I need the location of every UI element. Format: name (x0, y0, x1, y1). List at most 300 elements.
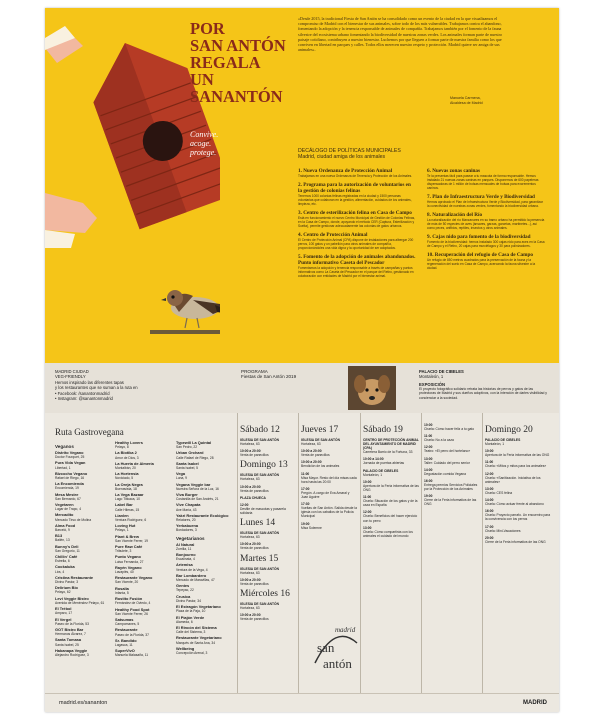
restaurant-address: San Vicente Ferrer, 19 (115, 538, 148, 543)
mayor-signature (450, 96, 530, 105)
event-heading: 10:00 (424, 423, 433, 427)
restaurant-name: Bizcocho Vegano (55, 470, 88, 476)
program-event (301, 522, 357, 530)
guide-item (55, 597, 113, 605)
dog-photo (348, 366, 396, 410)
restaurant-name: Levi Veggie Bistro (55, 595, 89, 601)
event-text: Venta de panecillos (301, 453, 330, 458)
guide-item (55, 493, 113, 501)
program-event (301, 472, 357, 484)
program-column-e (485, 423, 551, 547)
event-text: Venta de panecillos (240, 617, 269, 622)
headline-line: REGALA (190, 53, 261, 72)
guide-item (176, 553, 234, 561)
restaurant-address: Zorrilla, 11 (176, 546, 192, 551)
restaurant-address: Lavapiés, 40 (115, 570, 134, 575)
guide-item (115, 608, 173, 616)
program-event (240, 449, 296, 457)
restaurant-address: Escalinata, 4 (176, 557, 195, 562)
band-line: • Facebook: /sanantonmadrid (55, 390, 110, 396)
program-event (485, 487, 551, 495)
restaurant-address: Calle Rafael de Riego, 28 (176, 455, 214, 460)
restaurant-name: Santa Isabel (176, 460, 199, 466)
event-heading: 10:00 a 20:00 (240, 484, 261, 489)
event-text: Apertura de la Feria informativa de las ONG (363, 483, 419, 492)
event-heading: 10:00 a 20:00 (301, 449, 322, 454)
restaurant-address: Santa Isabel, 25 (55, 642, 79, 647)
restaurant-address: Divino Pastor, 3 (55, 580, 79, 585)
restaurant-name: La Vega Bazaar (115, 492, 144, 498)
program-event (363, 510, 419, 522)
headline-line: POR (190, 19, 225, 38)
guide-item (55, 534, 113, 542)
program-event (485, 525, 551, 533)
guide-item (115, 451, 173, 459)
event-heading: 12:00 (240, 502, 249, 507)
program-column-c (363, 423, 419, 541)
restaurant-address: Bordadores, 3 (176, 528, 197, 533)
restaurant-address: Alameda, 6 (176, 619, 193, 624)
program-event (485, 472, 551, 484)
restaurant-name: Restaurante (115, 627, 138, 633)
program-event (424, 479, 480, 491)
exhibition-place: PALACIO DE CIBELES (419, 369, 464, 374)
restaurant-name: Pura Vida Vegan (55, 460, 86, 466)
policy-text: Hemos aprobado el Plan de Infraestructura Verde y Biodiversidad, para garantizar la conectividad de nuestras zonas verdes, fomentando la biodiversidad urbana. (427, 200, 543, 208)
restaurant-address: Marqués de Santa Ana, 34 (176, 640, 216, 645)
program-event (301, 438, 357, 446)
restaurant-address: Alejandro Rodríguez, 3 (55, 652, 89, 657)
restaurant-address: Noviciado, 5 (115, 476, 134, 481)
event-text: Apertura de la Feria informativa de las ONG (485, 453, 550, 458)
restaurant-address: Amparo, 17 (55, 611, 73, 616)
column-divider (421, 413, 422, 693)
policy-title: 2. Programa para la autorización de voluntarios en la gestión de colonias felinas (298, 182, 411, 194)
event-text: Taller: Cuidado del perro senior (424, 460, 470, 465)
guide-item (115, 514, 173, 522)
program-event (424, 457, 480, 465)
restaurant-name: Vegetaren (55, 502, 74, 508)
guide-item (55, 576, 113, 584)
restaurant-address: Paseo de la Florida, 37 (115, 632, 149, 637)
restaurant-address: Relatores, 20 (176, 518, 196, 523)
event-text: Venta de panecillos (240, 581, 269, 586)
guide-item (55, 513, 113, 521)
program-event (240, 485, 296, 493)
program-event (485, 536, 551, 544)
program-column-d (424, 423, 480, 510)
program-event (301, 449, 357, 457)
restaurant-address: Encomienda, 19 (55, 486, 79, 491)
program-event (301, 487, 357, 499)
event-heading: IGLESIA DE SAN ANTÓN (240, 566, 279, 571)
program-event (485, 449, 551, 457)
event-heading: CENTRO DE PROTECCIÓN ANIMAL DEL AYUNTAMIENTO DE MADRID (CPA) (363, 438, 419, 451)
restaurant-name: La Encomienda (55, 481, 84, 487)
guide-column-a (55, 441, 113, 659)
program-event (363, 438, 419, 454)
signature-role: Alcaldesa de Madrid (450, 100, 483, 105)
event-text: Misa Mayor. Resto del día misas cada hora hasta las 20:00 (301, 475, 357, 484)
guide-item (115, 535, 173, 543)
restaurant-address: Costanilla de San Andrés, 21 (176, 497, 219, 502)
restaurant-address: Santa Isabel, 5 (176, 466, 198, 471)
restaurant-address: Calle del Sistema, 3 (176, 630, 206, 635)
guide-item (176, 574, 234, 582)
restaurant-address: Lugar de Trapo, 4 (55, 507, 82, 512)
event-text: Hortaleza, 63 (240, 605, 260, 610)
restaurant-address: Ave María, 43 (176, 507, 197, 512)
event-heading: 14:00 (485, 498, 494, 503)
event-heading: 19:00 (424, 494, 433, 499)
restaurant-address: Concepción Arenal, 3 (176, 650, 208, 655)
column-divider (482, 413, 483, 693)
guide-item (176, 605, 234, 613)
restaurant-address: Fernández de Oviedo, 4 (115, 601, 151, 606)
policy-title: 10. Recuperación del refugio de Casa de Campo (427, 252, 533, 258)
program-event (363, 526, 419, 538)
policy-text: Trabajamos en una nueva Ordenanza de Tenencia y Protección de los Animales. (298, 174, 413, 178)
guide-item (115, 555, 173, 563)
program-column-b (301, 423, 357, 533)
gastro-route-title: Ruta Gastroveganа (55, 427, 124, 437)
guide-item (55, 607, 113, 615)
restaurant-address: Mercado de Maravillas, 47 (176, 578, 215, 583)
restaurant-name: Healthy Lovers (115, 440, 143, 445)
event-heading: PLAZA CHUECA (240, 495, 266, 500)
program-subheading: Fiestas de San Antón 2019 (241, 374, 297, 380)
event-text: Charla: Cómo compartirás con los animales el cuidado del mundo (363, 529, 413, 538)
restaurant-name: Rayén Vegano (115, 564, 142, 570)
event-text: Charla: «Mitos y mitos para los animales» (485, 464, 547, 469)
program-day: Domingo 20 (485, 425, 533, 435)
guide-item (176, 483, 234, 491)
event-heading: 13:00 (363, 525, 372, 530)
restaurant-name: Restaurante Vegano (115, 575, 153, 581)
restaurant-address: Plaza de la Paja, 10 (176, 609, 206, 614)
slogan-line: acoge. (190, 139, 212, 148)
event-text: Montaleón, 1 (363, 472, 383, 477)
program-event (363, 457, 419, 465)
program-event (240, 531, 296, 539)
band-line: Hemos inspirado las diferentes tapas (55, 379, 124, 385)
policy-title: 9. Cajas nido para fomento de la biodiversidad (427, 234, 531, 240)
guide-item (115, 566, 173, 574)
guide-item (176, 493, 234, 501)
program-event (240, 438, 296, 446)
restaurant-address: Amor de Dios, 3 (115, 455, 139, 460)
program-day: Miércoles 16 (240, 588, 290, 599)
restaurant-address: Avenida de Menéndez Pelayo, 61 (55, 600, 105, 605)
restaurant-address: Lago Titicaca, 10 (115, 497, 140, 502)
vegfriendly-block (55, 369, 175, 401)
footer-url[interactable]: madrid.es/sananton (59, 700, 108, 706)
event-heading: 16:00 (485, 509, 494, 514)
event-text: Pregón. A cargo de Eva Amaral y Juan Aguirre (301, 490, 350, 500)
program-event (240, 542, 296, 550)
band-line: y los restaurantes que se suman a la ruta en (55, 385, 138, 391)
policy-text: La naturalización del río Manzanares en su tramo urbano ha permitido la presencia de más de 50 especies de aves (ánsares, garzas, garcetas, martinetes...), así como peces, anfibios, reptiles, insectos y otros animales. (427, 218, 545, 230)
guide-item (55, 503, 113, 511)
guide-item (55, 586, 113, 594)
event-text: Hortaleza, 63 (301, 442, 321, 447)
restaurant-name: Urban Orchard (176, 450, 204, 456)
restaurant-address: San Bernardo, 67 (55, 496, 81, 501)
dog-icon (348, 366, 396, 410)
restaurant-address: Tepeyac, 22 (176, 588, 194, 593)
restaurant-address: Buenavista, 18 (115, 486, 137, 491)
program-label (241, 369, 341, 380)
policies-right-column (427, 168, 545, 274)
logo-word: antón (323, 656, 352, 671)
program-event (485, 509, 551, 521)
restaurant-name: El Vergel (55, 616, 72, 622)
guide-category: Veganos (55, 444, 74, 449)
restaurant-name: Bonjourno (176, 552, 196, 558)
guide-item (176, 441, 234, 449)
restaurant-name: Al Natural (176, 541, 195, 547)
policy-title: 1. Nueva Ordenanza de Protección Animal (298, 168, 393, 174)
restaurant-name: La Oreja Negra (115, 481, 143, 487)
program-event (240, 613, 296, 621)
restaurant-address: Mercado Tirso de Molina (55, 517, 92, 522)
slogan (190, 130, 270, 157)
restaurant-name: Chillin' Café (55, 554, 78, 560)
slogan-line: protege. (190, 148, 217, 157)
program-event (363, 495, 419, 507)
event-heading: PALACIO DE CIBELES (485, 438, 521, 442)
restaurant-name: Punto Vegano (115, 554, 141, 560)
guide-column-c (176, 441, 234, 657)
guide-item (55, 649, 113, 657)
policy-text: Un refugio de 850 metros cuadrados para la preservación de la fauna y la regeneración del suelo en Casa de Campo, acercando la fauna silvestre a la ciudad. (427, 258, 536, 270)
restaurant-name: Label Bar (115, 502, 133, 508)
program-event (240, 578, 296, 586)
restaurant-name: Habanapa Veggie (55, 647, 88, 653)
restaurant-name: Alma Food (55, 522, 76, 528)
event-text: Charla: Cómo actuar frente al abandono (485, 502, 544, 507)
yellow-header-panel (45, 8, 559, 363)
column-divider (298, 413, 299, 693)
program-day: Jueves 17 (301, 425, 339, 435)
event-heading: 19:00 (301, 521, 310, 526)
restaurant-address: Pelayo, 1 (115, 528, 129, 533)
guide-item (55, 638, 113, 646)
decalogue-heading: DECÁLOGO DE POLÍTICAS MUNICIPALES (298, 148, 401, 154)
event-text: Teatro: «El perro del hortelano» (424, 449, 471, 454)
logo-word: san (317, 640, 335, 655)
restaurant-address: Luna, 9 (176, 476, 187, 481)
guide-item (176, 503, 234, 511)
guide-item (176, 563, 234, 571)
event-heading: 11:00 (485, 460, 494, 465)
program-event (363, 480, 419, 492)
event-heading: 10:00 a 20:00 (240, 542, 261, 547)
policy-text: Te la presentas fácil para pasear a tu mascota de forma responsable. Hemos instalado 21 nuevas zonas caninas en parques. Disponemos de 600 papeleras dispensadoras de 1 millón de bolsas mensuales de bolsas para excrementos caninos. (427, 174, 539, 190)
restaurant-name: La Huerta de Almería (115, 460, 154, 466)
event-heading: PALACIO DE CIBELES (363, 468, 399, 473)
band-line: • Instagram: @sanantonmadrid (55, 396, 113, 402)
event-heading: 20:00 (485, 535, 494, 540)
policy-text: Fomento de la biodiversidad: hemos instalado 300 cajas nido para aves en la Casa de Campo y el Retiro, 20 cajas para murciélagos y 30 para polinizadores. (427, 240, 545, 248)
event-text: Desfile de mascotas y pasarela solidaria (240, 506, 286, 516)
madrid-san-anton-logo (305, 618, 365, 678)
event-heading: 12:00 (424, 445, 433, 450)
restaurant-name: Rostito Fusión (115, 596, 143, 602)
policy-title: 5. Fomento de la adopción de animales abandonados. Punto informativo Caseta del Pescador (298, 254, 416, 266)
restaurant-name: El Trébol (55, 606, 72, 612)
column-divider (360, 413, 361, 693)
guide-item (55, 451, 113, 459)
restaurant-name: Vega (176, 471, 186, 477)
guide-item (55, 482, 113, 490)
event-text: Charla: CES felina (485, 490, 513, 495)
event-heading: 11:00 (424, 434, 433, 439)
guide-item (115, 628, 173, 636)
program-event (424, 445, 480, 453)
restaurant-address: San Vicente Ferrer, 26 (115, 611, 148, 616)
guide-item (115, 462, 173, 470)
event-heading: 10:00 a 20:00 (240, 613, 261, 618)
restaurant-address: Calle Hileras, 15 (115, 507, 140, 512)
restaurant-name: Gentes (176, 583, 190, 589)
program-event (240, 503, 296, 515)
program-event (424, 423, 480, 431)
restaurant-name: Cookaluka (55, 564, 75, 570)
restaurant-name: Vive Chapata (176, 502, 201, 508)
event-heading: 14:00 (424, 467, 433, 472)
guide-item (176, 584, 234, 592)
event-text: Cierre de la Feria informativa de las ONG (424, 498, 477, 507)
restaurant-name: La Hortensia (115, 471, 139, 477)
event-heading: 10:00 (363, 479, 372, 484)
restaurant-name: Rosalia (115, 585, 129, 591)
column-divider (237, 413, 238, 693)
event-heading: 13:00 (485, 486, 494, 491)
program-event (301, 502, 357, 518)
restaurant-name: Mercadito (55, 512, 74, 518)
guide-item (55, 472, 113, 480)
restaurant-address: Bailén, 13 (55, 538, 70, 543)
event-text: Hortaleza, 63 (240, 477, 260, 482)
restaurant-address: Ventura Rodríguez, 6 (115, 518, 147, 523)
program-event (240, 496, 296, 500)
guide-item (115, 503, 173, 511)
restaurant-name: Crusica (176, 593, 191, 599)
guide-item (176, 472, 234, 480)
policies-left-column (298, 168, 416, 282)
policy-text: Está en funcionamiento el nuevo Centro Municipal de Gestión de Colonias Felinas, en la Casa de Campo, donde, apoyando el método CER (Captura, Esterilización y Suelta), permite gestionar adecuadamente las colonias de gatos urbanos. (298, 216, 416, 228)
restaurant-name: Pure Raw Café (115, 544, 143, 550)
restaurant-address: Hermanos Álvarez, 7 (55, 632, 86, 637)
exhibition-block (419, 369, 549, 400)
event-text: Bendición de los animales (301, 464, 340, 469)
guide-item (115, 524, 173, 532)
guide-item (115, 597, 173, 605)
program-event (301, 460, 357, 468)
restaurant-name: Sr. Bandido (115, 637, 137, 643)
restaurant-address: Ventura de la Vega, 4 (176, 567, 208, 572)
restaurant-address: Pelayo, 8 (115, 445, 129, 450)
program-event (485, 438, 551, 446)
restaurant-address: San Pedro, 22 (176, 445, 198, 450)
guide-item (176, 595, 234, 603)
event-text: Charla: Situación de los gatos y de la caza en España (363, 499, 418, 508)
guide-category: Vegetarianos (176, 535, 205, 541)
restaurant-address: Infanta, 5 (115, 590, 129, 595)
policy-title: 7. Plan de Infraestructura Verde y Biodiversidad (427, 194, 535, 200)
decalogue-subheading: Madrid, ciudad amiga de los animales (298, 154, 386, 161)
guide-item (115, 483, 173, 491)
restaurant-name: El Rincón del Sistema (176, 624, 217, 630)
guide-item (176, 626, 234, 634)
policy-title: 8. Naturalización del Río (427, 212, 483, 218)
guide-item (115, 639, 173, 647)
guide-item (55, 524, 113, 532)
restaurant-name: La Biotika 2 (115, 450, 137, 456)
restaurant-address: Estrella, 6 (55, 559, 70, 564)
restaurant-name: Yakri Restaurante Ecológico (176, 512, 229, 518)
restaurant-address: Tribulete, 3 (115, 549, 132, 554)
exhibition-title: EXPOSICIÓN (419, 381, 446, 387)
restaurant-address: Doctor Fourquet, 25 (55, 455, 85, 460)
poster (45, 8, 559, 712)
restaurant-name: Cristina Restaurante (55, 574, 94, 580)
guide-item (55, 628, 113, 636)
event-text: Venta de panecillos (240, 488, 269, 493)
event-text: Venta de panecillos (240, 546, 269, 551)
program-day: Lunes 14 (240, 518, 276, 529)
guide-item (176, 462, 234, 470)
signature-name: Manuela Carmena, (450, 96, 481, 100)
policy-title: 3. Centro de esterilización felina en Casa de Campo (298, 210, 412, 216)
restaurant-address: Nuestra Señora de la Luz, 16 (176, 486, 219, 491)
restaurant-address: Rafael de Riego, 16 (55, 476, 85, 481)
slogan-line: Convive. (190, 130, 219, 139)
guide-item (115, 493, 173, 501)
event-heading: 11:00 (363, 495, 372, 500)
restaurant-name: Vegana Veggie bar (176, 481, 211, 487)
guide-item (176, 524, 234, 532)
guide-item (115, 441, 173, 449)
program-event (240, 602, 296, 610)
program-event (240, 473, 296, 481)
restaurant-name: Viva Burger (176, 492, 198, 498)
restaurant-address: Divino Pastor, 34 (176, 598, 201, 603)
restaurant-name: Restaurante Vegetariano (176, 635, 222, 641)
restaurant-name: Delirium Bio (55, 585, 78, 591)
event-heading: 16:00 (424, 478, 433, 483)
restaurant-address: Lira, 4 (55, 569, 65, 574)
restaurant-address: Pelayo, 62 (55, 590, 71, 595)
restaurant-address: Luisa Fernanda, 27 (115, 559, 144, 564)
policy-text: Fomentamos la adopción y tenencia responsable a través de campañas y puntos informativos como La Caseta del Pescador en el parque del Retiro, gestionado en colaboración con entidades de Madrid por el bienestar animal. (298, 266, 414, 278)
headline (190, 20, 300, 105)
event-text: Entrega premios Servicios Policiales por la Protección de los Animales (424, 483, 478, 492)
restaurant-name: El Piajón Verde (176, 614, 205, 620)
event-heading: 17:00 (301, 486, 310, 491)
exhibition-address: Montaleón, 1 (419, 374, 444, 380)
restaurant-address: Barceló, 9 (55, 528, 70, 533)
event-heading: 10:00 (485, 449, 494, 454)
restaurant-name: Bunny's Deli (55, 543, 79, 549)
event-text: Degustación comida Vegana (424, 471, 466, 476)
policy-text: Tenemos 1000 colonias felinas registradas en la ciudad y 1500 personas voluntarias que colaboran en la gestión, alimentación, cuidados de los animales, limpieza, etc. (298, 194, 412, 206)
guide-item (115, 472, 173, 480)
restaurant-name: Healthy Food Spot (115, 606, 150, 612)
event-text: Charla: Cómo hacer feliz a tu gato (424, 427, 475, 432)
event-text: Montaleón, 1 (485, 442, 505, 447)
